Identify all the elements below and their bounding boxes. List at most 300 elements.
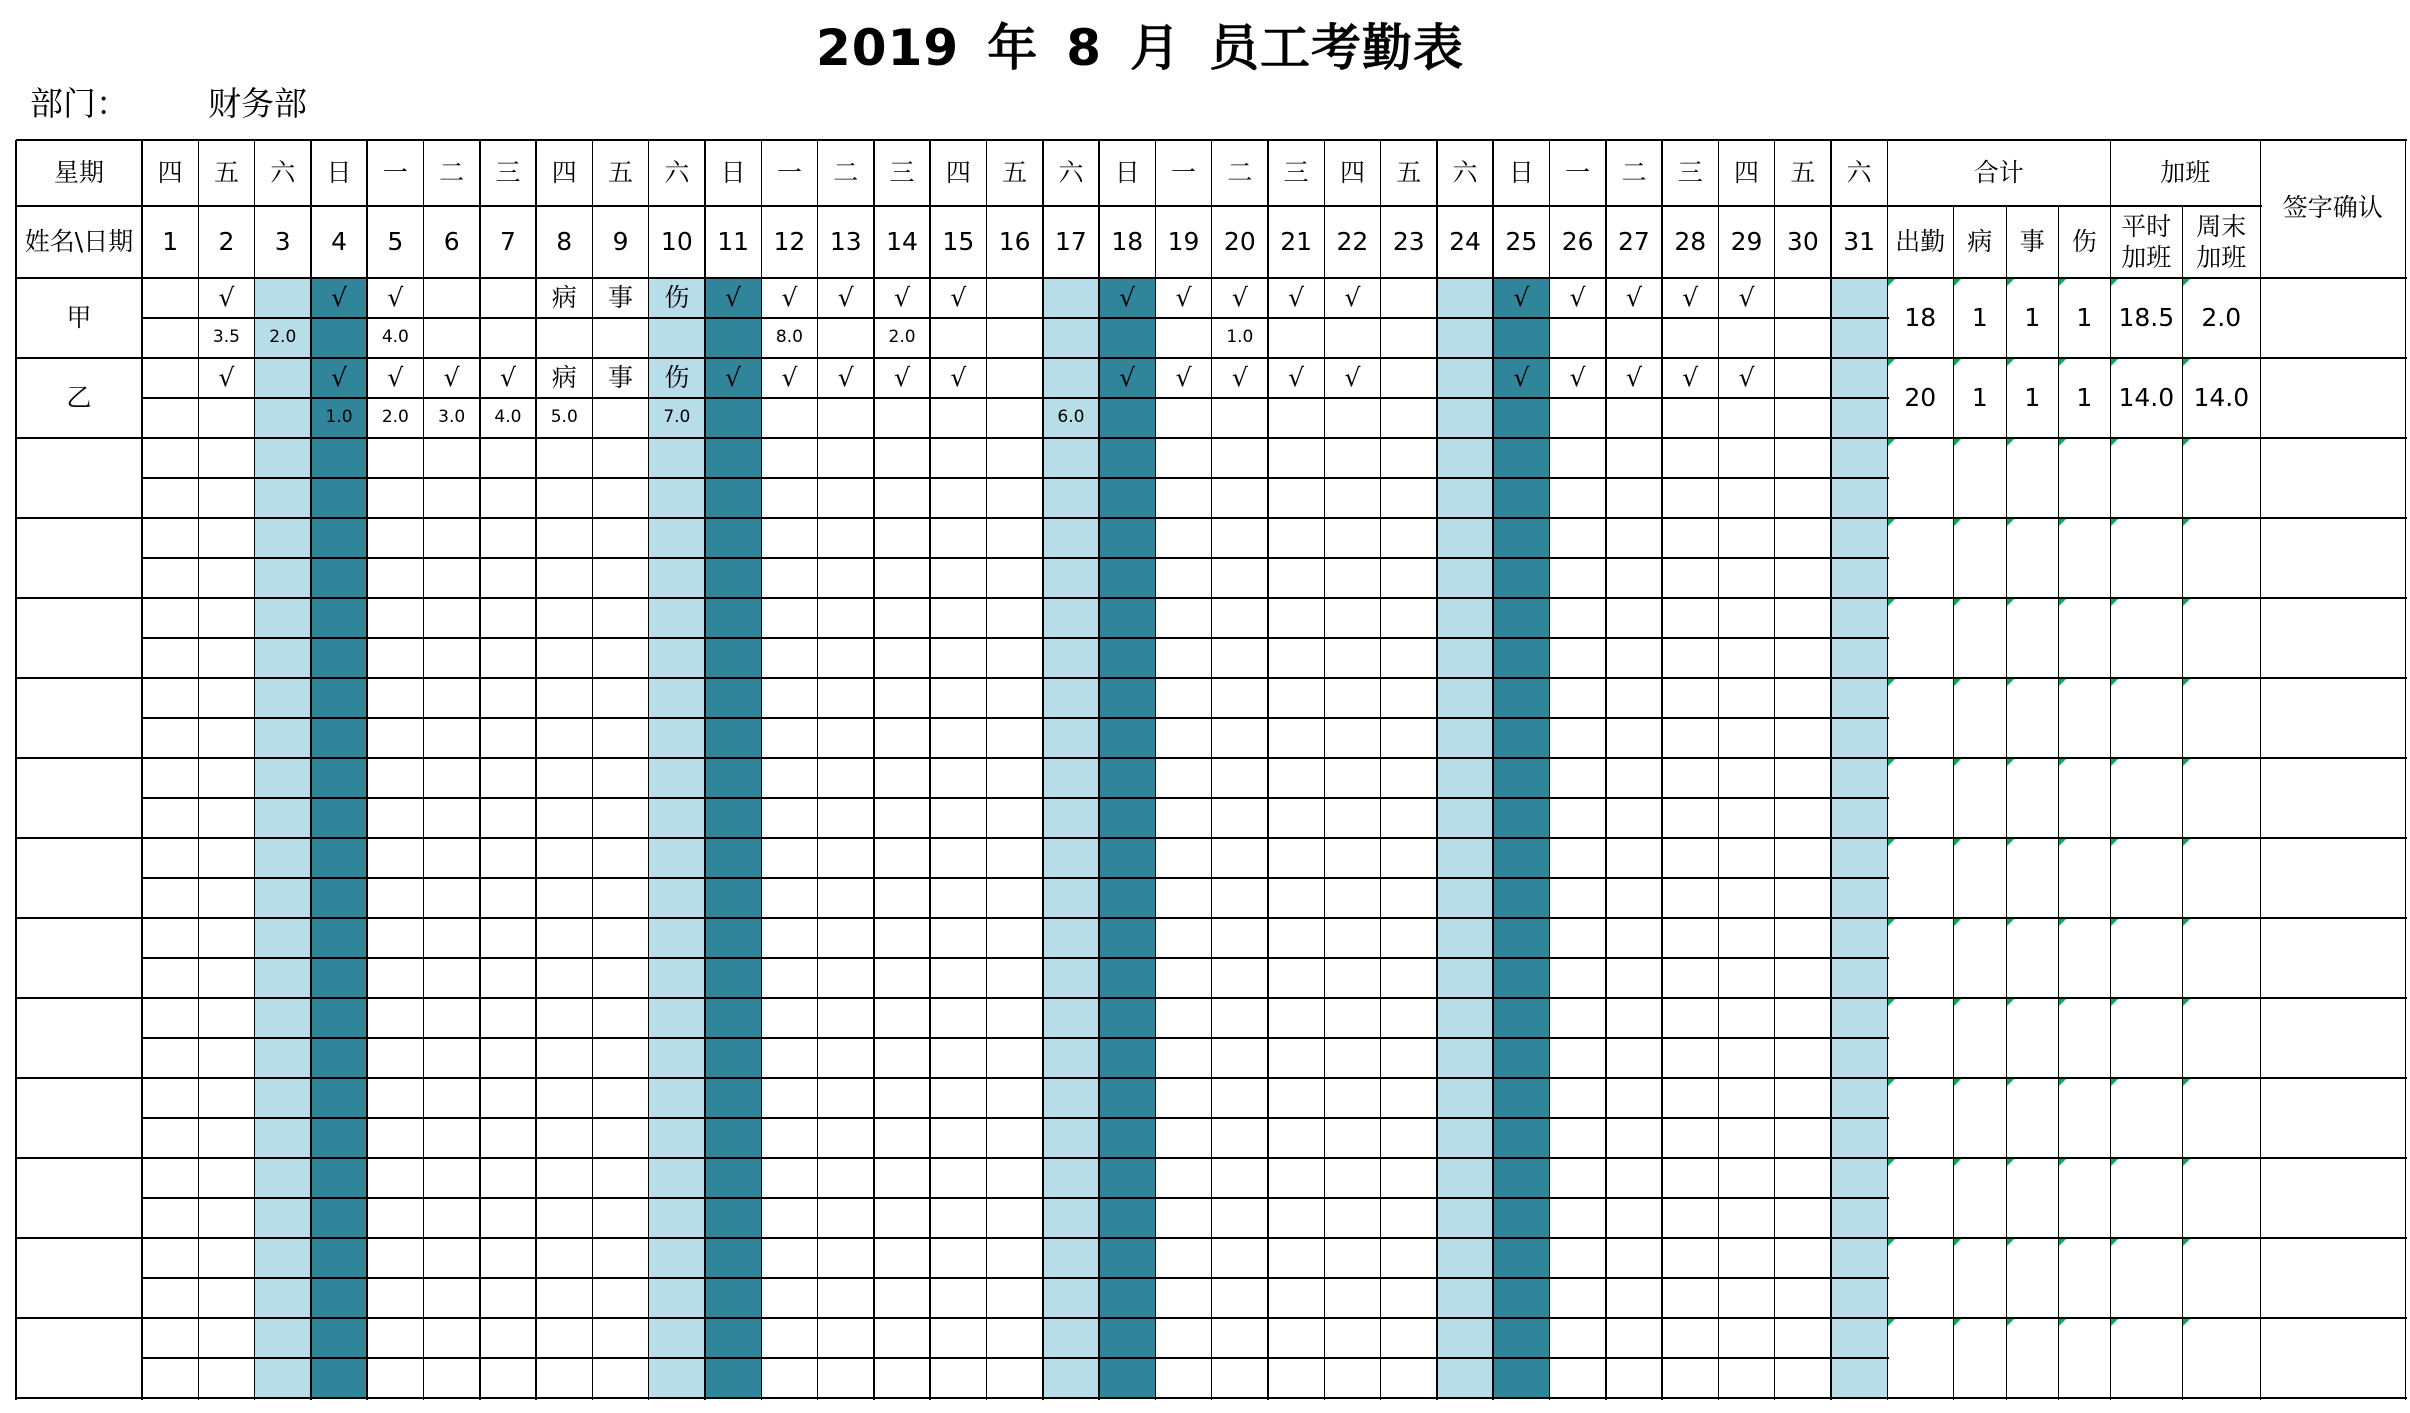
overtime-hours[interactable]: 5.0 — [550, 407, 578, 428]
weekend-overtime-total: 14.0 — [2193, 383, 2250, 413]
grid-line — [142, 397, 1889, 399]
weekday-header-cell: 六 — [1452, 158, 1478, 188]
comment-marker-icon — [2183, 279, 2190, 286]
comment-marker-icon — [2183, 1159, 2190, 1166]
employee-name[interactable] — [16, 438, 142, 518]
attendance-mark[interactable]: 病 — [551, 283, 577, 313]
totals-column-header: 伤 — [2071, 227, 2097, 257]
overtime-hours[interactable]: 7.0 — [663, 407, 691, 428]
grid-line — [479, 140, 481, 1400]
date-header-cell: 12 — [773, 227, 806, 257]
grid-line — [142, 717, 1889, 719]
grid-line — [1887, 140, 1889, 1400]
comment-marker-icon — [2007, 999, 2014, 1006]
comment-marker-icon — [2007, 439, 2014, 446]
totals-column-header: 事 — [2019, 227, 2045, 257]
date-header-cell: 17 — [1055, 227, 1087, 257]
attendance-mark[interactable]: 伤 — [664, 363, 690, 393]
grid-line — [2260, 140, 2262, 1400]
grid-line — [2058, 206, 2060, 1400]
weekday-header-cell: 二 — [1621, 158, 1647, 188]
title-year-char: 年 — [987, 19, 1039, 77]
weekday-header-cell: 一 — [1565, 158, 1591, 188]
comment-marker-icon — [1954, 279, 1961, 286]
comment-marker-icon — [1954, 359, 1961, 366]
comment-marker-icon — [1954, 919, 1961, 926]
comment-marker-icon — [2111, 1079, 2118, 1086]
grid-line — [704, 140, 706, 1400]
employee-name[interactable]: 甲 — [66, 303, 92, 333]
comment-marker-icon — [2059, 359, 2066, 366]
comment-marker-icon — [2183, 919, 2190, 926]
comment-marker-icon — [1888, 999, 1895, 1006]
comment-marker-icon — [2111, 999, 2118, 1006]
comment-marker-icon — [2007, 1319, 2014, 1326]
comment-marker-icon — [2111, 919, 2118, 926]
grid-border-left — [15, 140, 17, 1400]
attendance-mark[interactable]: √ — [1119, 363, 1136, 393]
comment-marker-icon — [1954, 519, 1961, 526]
date-header-cell: 13 — [829, 227, 862, 257]
weekend-overtime-total: 2.0 — [2201, 303, 2242, 333]
grid-line — [1042, 140, 1044, 1400]
comment-marker-icon — [1888, 1159, 1895, 1166]
weekday-header-cell: 四 — [551, 158, 577, 188]
grid-line — [142, 797, 1889, 799]
grid-line — [16, 205, 2262, 207]
employee-name[interactable] — [16, 918, 142, 998]
attendance-mark[interactable]: √ — [331, 283, 347, 313]
grid-line — [1492, 140, 1494, 1400]
grid-line — [535, 140, 537, 1400]
comment-marker-icon — [2007, 359, 2014, 366]
overtime-hours[interactable]: 1.0 — [1226, 327, 1254, 348]
grid-line — [1953, 206, 1955, 1400]
comment-marker-icon — [2111, 359, 2118, 366]
employee-name[interactable] — [16, 1158, 142, 1238]
attendance-mark[interactable]: √ — [837, 283, 854, 313]
date-header-cell: 24 — [1449, 227, 1481, 257]
date-header-cell: 5 — [387, 227, 404, 257]
attendance-mark[interactable]: √ — [950, 283, 967, 313]
grid-line — [142, 1037, 1889, 1039]
grid-line — [1211, 140, 1213, 1400]
attendance-mark[interactable]: √ — [837, 363, 854, 393]
comment-marker-icon — [2007, 1239, 2014, 1246]
department-value[interactable]: 财务部 — [208, 84, 307, 123]
attendance-mark[interactable]: √ — [218, 283, 235, 313]
attendance-mark[interactable]: √ — [1513, 363, 1530, 393]
overtime-column-header: 平时 加班 — [2121, 211, 2172, 272]
employee-name[interactable] — [16, 998, 142, 1078]
total-sick: 1 — [1971, 383, 1988, 413]
weekday-header-cell: 五 — [1790, 158, 1816, 188]
comment-marker-icon — [1954, 439, 1961, 446]
comment-marker-icon — [2183, 439, 2190, 446]
weekday-overtime-total: 14.0 — [2118, 383, 2175, 413]
weekday-header-cell: 日 — [1114, 158, 1140, 188]
comment-marker-icon — [1888, 439, 1895, 446]
grid-line — [1324, 140, 1326, 1400]
date-header-cell: 6 — [443, 227, 460, 257]
grid-line — [2110, 140, 2112, 1400]
date-header-cell: 1 — [162, 227, 179, 257]
total-attend: 18 — [1904, 303, 1937, 333]
comment-marker-icon — [1954, 1079, 1961, 1086]
attendance-mark[interactable]: √ — [894, 363, 910, 393]
attendance-mark[interactable]: √ — [725, 283, 742, 313]
sign-confirm-header: 签字确认 — [2282, 193, 2383, 222]
name-date-header-label: 姓名\日期 — [24, 227, 134, 257]
grid-line — [142, 317, 1889, 319]
attendance-mark[interactable]: √ — [1682, 283, 1699, 313]
title-month: 8 — [1066, 19, 1102, 77]
comment-marker-icon — [2059, 439, 2066, 446]
weekday-header-cell: 一 — [776, 158, 802, 188]
comment-marker-icon — [1954, 759, 1961, 766]
weekday-header-cell: 日 — [326, 158, 352, 188]
totals-column-header: 出勤 — [1895, 227, 1946, 257]
overtime-column-header: 周末 加班 — [2196, 211, 2247, 272]
weekday-header-label: 星期 — [53, 158, 104, 188]
attendance-mark[interactable]: 病 — [551, 363, 577, 393]
grid-line — [142, 1117, 1889, 1119]
weekday-header-cell: 一 — [382, 158, 408, 188]
date-header-cell: 15 — [942, 227, 975, 257]
attendance-mark[interactable]: 伤 — [664, 283, 690, 313]
comment-marker-icon — [2111, 839, 2118, 846]
overtime-hours[interactable]: 4.0 — [494, 407, 522, 428]
comment-marker-icon — [2183, 999, 2190, 1006]
comment-marker-icon — [1888, 919, 1895, 926]
employee-name[interactable] — [16, 838, 142, 918]
comment-marker-icon — [2059, 279, 2066, 286]
attendance-mark[interactable]: √ — [1569, 283, 1586, 313]
overtime-hours[interactable]: 1.0 — [325, 407, 353, 428]
overtime-hours[interactable]: 3.0 — [438, 407, 466, 428]
date-header-cell: 14 — [886, 227, 918, 257]
comment-marker-icon — [1954, 999, 1961, 1006]
comment-marker-icon — [2111, 599, 2118, 606]
attendance-mark[interactable]: √ — [781, 283, 798, 313]
weekday-header-cell: 五 — [213, 158, 239, 188]
title-year: 2019 — [816, 19, 960, 77]
attendance-mark[interactable]: √ — [1288, 363, 1305, 393]
attendance-mark[interactable]: √ — [1682, 363, 1699, 393]
grid-line — [929, 140, 931, 1400]
overtime-hours[interactable]: 6.0 — [1057, 407, 1085, 428]
weekday-header-cell: 二 — [439, 158, 465, 188]
comment-marker-icon — [1888, 1079, 1895, 1086]
attendance-mark[interactable]: √ — [1625, 283, 1642, 313]
weekday-header-cell: 六 — [270, 158, 296, 188]
comment-marker-icon — [2007, 759, 2014, 766]
comment-marker-icon — [2007, 519, 2014, 526]
date-header-cell: 19 — [1167, 227, 1200, 257]
grid-line — [1155, 140, 1157, 1400]
weekday-header-cell: 三 — [889, 158, 915, 188]
grid-line — [142, 957, 1889, 959]
employee-name[interactable] — [16, 1318, 142, 1398]
date-header-cell: 2 — [218, 227, 235, 257]
comment-marker-icon — [1888, 599, 1895, 606]
weekday-header-cell: 六 — [1058, 158, 1084, 188]
attendance-mark[interactable]: √ — [1344, 363, 1361, 393]
comment-marker-icon — [2183, 359, 2190, 366]
grid-line — [142, 557, 1889, 559]
grid-line — [142, 637, 1889, 639]
employee-name[interactable] — [16, 678, 142, 758]
attendance-mark[interactable]: √ — [331, 363, 347, 393]
total-personal: 1 — [2024, 383, 2041, 413]
comment-marker-icon — [1954, 599, 1961, 606]
comment-marker-icon — [2007, 599, 2014, 606]
weekday-header-cell: 日 — [720, 158, 746, 188]
comment-marker-icon — [1888, 1239, 1895, 1246]
grid-line — [366, 140, 368, 1400]
overtime-hours[interactable]: 4.0 — [381, 327, 409, 348]
grid-line — [254, 140, 256, 1400]
grid-line — [142, 477, 1889, 479]
comment-marker-icon — [2183, 1239, 2190, 1246]
grid-line — [1718, 140, 1720, 1400]
date-header-cell: 26 — [1561, 227, 1594, 257]
grid-line — [592, 140, 594, 1400]
comment-marker-icon — [2111, 1319, 2118, 1326]
total-injury: 1 — [2076, 383, 2093, 413]
date-header-cell: 11 — [717, 227, 750, 257]
grid-line — [142, 1197, 1889, 1199]
weekday-header-cell: 六 — [664, 158, 690, 188]
weekday-header-cell: 二 — [1227, 158, 1253, 188]
attendance-mark[interactable]: 事 — [608, 363, 634, 393]
employee-name[interactable] — [16, 1238, 142, 1318]
comment-marker-icon — [2183, 679, 2190, 686]
attendance-mark[interactable]: √ — [1119, 283, 1136, 313]
attendance-mark[interactable]: √ — [1513, 283, 1530, 313]
grid-line — [142, 1357, 1889, 1359]
grid-line — [142, 877, 1889, 879]
date-header-cell: 9 — [612, 227, 629, 257]
comment-marker-icon — [2111, 1239, 2118, 1246]
comment-marker-icon — [1954, 839, 1961, 846]
weekday-header-cell: 四 — [1339, 158, 1365, 188]
date-header-cell: 29 — [1730, 227, 1763, 257]
attendance-mark[interactable]: √ — [1175, 363, 1192, 393]
weekday-header-cell: 日 — [1508, 158, 1534, 188]
grid-line — [648, 140, 650, 1400]
comment-marker-icon — [2111, 759, 2118, 766]
attendance-mark[interactable]: √ — [218, 363, 235, 393]
attendance-mark[interactable]: √ — [1231, 283, 1248, 313]
overtime-hours[interactable]: 2.0 — [269, 327, 297, 348]
grid-line — [310, 140, 312, 1400]
overtime-hours[interactable]: 3.5 — [212, 327, 240, 348]
comment-marker-icon — [1954, 1319, 1961, 1326]
grid-line — [2006, 206, 2008, 1400]
comment-marker-icon — [1888, 519, 1895, 526]
attendance-mark[interactable]: √ — [725, 363, 742, 393]
attendance-mark[interactable]: √ — [387, 283, 404, 313]
date-header-cell: 4 — [331, 227, 347, 257]
date-header-cell: 23 — [1392, 227, 1425, 257]
weekday-header-cell: 三 — [495, 158, 521, 188]
grid-line — [141, 140, 143, 1400]
comment-marker-icon — [1888, 839, 1895, 846]
comment-marker-icon — [2007, 679, 2014, 686]
weekday-header-cell: 三 — [1283, 158, 1309, 188]
comment-marker-icon — [2183, 759, 2190, 766]
grid-line — [817, 140, 819, 1400]
date-header-cell: 8 — [556, 227, 573, 257]
title-month-char: 月 — [1129, 19, 1181, 77]
employee-name[interactable] — [16, 518, 142, 598]
totals-header: 合计 — [1973, 158, 2024, 188]
date-header-cell: 30 — [1786, 227, 1819, 257]
comment-marker-icon — [2183, 519, 2190, 526]
comment-marker-icon — [1954, 1239, 1961, 1246]
comment-marker-icon — [2059, 679, 2066, 686]
grid-line — [1098, 140, 1100, 1400]
date-header-cell: 22 — [1336, 227, 1369, 257]
date-header-cell: 7 — [499, 227, 516, 257]
weekday-header-cell: 五 — [1396, 158, 1422, 188]
weekday-header-cell: 六 — [1846, 158, 1872, 188]
attendance-mark[interactable]: √ — [1175, 283, 1192, 313]
date-header-cell: 31 — [1843, 227, 1876, 257]
attendance-mark[interactable]: √ — [387, 363, 404, 393]
comment-marker-icon — [2007, 1159, 2014, 1166]
comment-marker-icon — [2007, 919, 2014, 926]
comment-marker-icon — [2059, 919, 2066, 926]
comment-marker-icon — [2183, 1079, 2190, 1086]
grid-line — [1436, 140, 1438, 1400]
attendance-mark[interactable]: √ — [443, 363, 460, 393]
grid-line — [142, 1277, 1889, 1279]
attendance-mark[interactable]: √ — [950, 363, 967, 393]
comment-marker-icon — [1888, 759, 1895, 766]
total-injury: 1 — [2076, 303, 2093, 333]
comment-marker-icon — [2059, 839, 2066, 846]
comment-marker-icon — [1954, 1159, 1961, 1166]
date-header-cell: 25 — [1505, 227, 1538, 257]
overtime-hours[interactable]: 8.0 — [775, 327, 803, 348]
attendance-grid — [16, 140, 2402, 1402]
totals-column-header: 病 — [1967, 227, 1993, 257]
comment-marker-icon — [2059, 999, 2066, 1006]
comment-marker-icon — [2111, 519, 2118, 526]
attendance-mark[interactable]: √ — [781, 363, 798, 393]
weekday-header-cell: 四 — [945, 158, 971, 188]
employee-name[interactable] — [16, 758, 142, 838]
comment-marker-icon — [2059, 1079, 2066, 1086]
department-label: 部门： — [30, 84, 129, 123]
attendance-mark[interactable]: √ — [1569, 363, 1586, 393]
weekday-header-cell: 一 — [1171, 158, 1197, 188]
overtime-hours[interactable]: 2.0 — [888, 327, 916, 348]
grid-line — [1549, 140, 1551, 1400]
attendance-mark[interactable]: 事 — [608, 283, 634, 313]
comment-marker-icon — [2007, 1079, 2014, 1086]
employee-name[interactable]: 乙 — [66, 383, 92, 413]
grid-line — [1774, 140, 1776, 1400]
grid-line — [2182, 206, 2184, 1400]
date-header-cell: 18 — [1111, 227, 1144, 257]
comment-marker-icon — [2059, 1239, 2066, 1246]
grid-line — [1605, 140, 1607, 1400]
comment-marker-icon — [2111, 439, 2118, 446]
employee-name[interactable] — [16, 598, 142, 678]
date-header-cell: 3 — [274, 227, 291, 257]
grid-border-right — [2405, 140, 2407, 1400]
attendance-mark[interactable]: √ — [1288, 283, 1305, 313]
weekday-header-cell: 三 — [1677, 158, 1703, 188]
weekday-header-cell: 四 — [157, 158, 183, 188]
comment-marker-icon — [1954, 679, 1961, 686]
date-header-cell: 28 — [1674, 227, 1707, 257]
comment-marker-icon — [2183, 1319, 2190, 1326]
grid-line — [1661, 140, 1663, 1400]
comment-marker-icon — [2111, 279, 2118, 286]
comment-marker-icon — [2111, 1159, 2118, 1166]
overtime-header: 加班 — [2160, 158, 2211, 188]
attendance-mark[interactable]: √ — [1344, 283, 1361, 313]
weekday-overtime-total: 18.5 — [2118, 303, 2175, 333]
grid-line — [873, 140, 875, 1400]
comment-marker-icon — [1888, 1319, 1895, 1326]
weekday-header-cell: 五 — [608, 158, 634, 188]
title-name: 员工考勤表 — [1208, 19, 1464, 77]
grid-line — [986, 140, 988, 1400]
comment-marker-icon — [2059, 1319, 2066, 1326]
attendance-mark[interactable]: √ — [1625, 363, 1642, 393]
comment-marker-icon — [2007, 279, 2014, 286]
weekday-header-cell: 五 — [1002, 158, 1028, 188]
comment-marker-icon — [2059, 599, 2066, 606]
weekday-header-cell: 四 — [1734, 158, 1760, 188]
comment-marker-icon — [2007, 839, 2014, 846]
grid-line — [761, 140, 763, 1400]
date-header-cell: 16 — [998, 227, 1031, 257]
overtime-hours[interactable]: 2.0 — [381, 407, 409, 428]
grid-line — [198, 140, 200, 1400]
grid-line — [1267, 140, 1269, 1400]
comment-marker-icon — [2183, 839, 2190, 846]
total-attend: 20 — [1904, 383, 1937, 413]
weekday-header-cell: 二 — [833, 158, 859, 188]
date-header-cell: 27 — [1618, 227, 1650, 257]
date-header-cell: 21 — [1280, 227, 1313, 257]
sheet-title — [0, 8, 2410, 80]
attendance-mark[interactable]: √ — [1738, 363, 1755, 393]
attendance-mark[interactable]: √ — [1231, 363, 1248, 393]
attendance-mark[interactable]: √ — [894, 283, 910, 313]
employee-name[interactable] — [16, 1078, 142, 1158]
date-header-cell: 10 — [660, 227, 693, 257]
date-header-cell: 20 — [1223, 227, 1256, 257]
grid-line — [1380, 140, 1382, 1400]
comment-marker-icon — [2183, 599, 2190, 606]
grid-line — [1830, 140, 1832, 1400]
attendance-mark[interactable]: √ — [1738, 283, 1755, 313]
comment-marker-icon — [2111, 679, 2118, 686]
comment-marker-icon — [2059, 519, 2066, 526]
comment-marker-icon — [1888, 279, 1895, 286]
attendance-mark[interactable]: √ — [499, 363, 516, 393]
comment-marker-icon — [2059, 1159, 2066, 1166]
grid-line — [423, 140, 425, 1400]
comment-marker-icon — [2059, 759, 2066, 766]
